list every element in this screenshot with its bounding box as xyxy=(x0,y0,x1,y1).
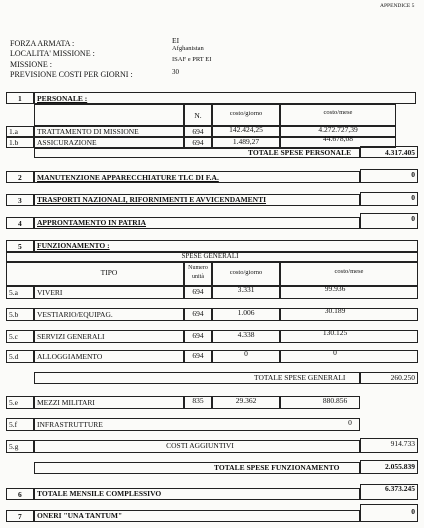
sec6-value: 6.373.245 xyxy=(385,484,415,493)
funz-col-month: costo/mese xyxy=(334,268,364,275)
row-code: 5.c xyxy=(9,332,18,341)
row-code: 5.f xyxy=(9,420,18,429)
row-label: TRATTAMENTO DI MISSIONE xyxy=(37,127,139,136)
sec2-num: 2 xyxy=(18,173,22,182)
row-code: 1.b xyxy=(9,138,19,147)
sec6-title: TOTALE MENSILE COMPLESSIVO xyxy=(37,489,162,498)
row-label: INFRASTRUTTURE xyxy=(37,420,103,429)
row-label: MEZZI MILITARI xyxy=(37,398,95,407)
header-label-forza: FORZA ARMATA : xyxy=(10,39,75,48)
row-value: 914.733 xyxy=(390,439,415,448)
row-day: 3.331 xyxy=(237,285,255,294)
funz-col-units-2: unità xyxy=(192,274,204,280)
funz-col-units-1: Numero xyxy=(188,265,208,271)
personale-total-value: 4.317.405 xyxy=(385,148,415,157)
sec4-num: 4 xyxy=(18,219,22,228)
row-n: 694 xyxy=(192,351,204,360)
row-value: 0 xyxy=(348,418,352,427)
row-month: 880.856 xyxy=(322,396,348,405)
row-day: 1.006 xyxy=(237,308,255,317)
header-label-localita: LOCALITA' MISSIONE : xyxy=(10,49,95,58)
row-label: COSTI AGGIUNTIVI xyxy=(166,441,234,450)
row-n: 694 xyxy=(192,287,204,296)
header-value-giorni: 30 xyxy=(172,68,179,76)
row-n: 694 xyxy=(192,138,204,147)
sec3-value: 0 xyxy=(411,193,415,202)
row-day: 4.338 xyxy=(237,330,255,339)
row-label: SERVIZI GENERALI xyxy=(37,332,105,341)
appendix-label: APPENDICE 5 xyxy=(380,3,415,9)
sec2-title: MANUTENZIONE APPARECCHIATURE TLC DI F.A. xyxy=(37,173,219,182)
sec4-title: APPRONTAMENTO IN PATRIA xyxy=(37,218,147,227)
row-label: ASSICURAZIONE xyxy=(37,138,97,147)
row-n: 694 xyxy=(192,309,204,318)
personale-col-day: costo/giorno xyxy=(229,110,263,117)
funz-total-value: 2.055.839 xyxy=(385,462,415,471)
sec7-title: ONERI "UNA TANTUM" xyxy=(37,511,123,520)
funz-sg-total-label: TOTALE SPESE GENERALI xyxy=(254,373,346,382)
row-code: 5.g xyxy=(9,442,19,451)
row-label: VESTIARIO/EQUIPAG. xyxy=(37,310,113,319)
funz-col-day: costo/giorno xyxy=(229,269,263,276)
funz-num: 5 xyxy=(18,242,22,251)
funz-sg-title: SPESE GENERALI xyxy=(181,252,239,260)
funz-total-label: TOTALE SPESE FUNZIONAMENTO xyxy=(214,463,340,472)
row-day: 142.424,25 xyxy=(229,125,263,134)
row-month: 99.936 xyxy=(324,284,346,293)
header-label-giorni: PREVISIONE COSTI PER GIORNI : xyxy=(10,70,133,79)
personale-title: PERSONALE : xyxy=(37,94,88,103)
row-code: 1.a xyxy=(9,127,18,136)
row-n: 694 xyxy=(192,331,204,340)
header-value-forza: EI xyxy=(172,36,180,45)
row-code: 5.e xyxy=(9,398,18,407)
row-month: 0 xyxy=(333,348,337,357)
row-day: 0 xyxy=(244,349,248,358)
sec3-title: TRASPORTI NAZIONALI, RIFORNIMENTI E AVVICENDAMENTI xyxy=(37,195,267,204)
header-label-missione: MISSIONE : xyxy=(10,60,53,69)
sec4-value: 0 xyxy=(411,214,415,223)
row-day: 1.489,27 xyxy=(232,137,260,146)
funz-title: FUNZIONAMENTO : xyxy=(37,241,110,250)
sec7-num: 7 xyxy=(18,512,22,521)
personale-num: 1 xyxy=(18,94,22,103)
header-value-localita: Afghanistan xyxy=(172,45,204,52)
row-n: 835 xyxy=(192,396,204,405)
funz-col-tipo: TIPO xyxy=(100,268,118,277)
header-value-missione: ISAF e PRT EI xyxy=(172,56,212,63)
row-code: 5.b xyxy=(9,310,19,319)
personale-col-month: costo/mese xyxy=(323,109,353,116)
personale-total-label: TOTALE SPESE PERSONALE xyxy=(248,148,352,157)
row-code: 5.a xyxy=(9,288,18,297)
funz-sg-total-value: 260.250 xyxy=(390,373,415,382)
row-n: 694 xyxy=(192,127,204,136)
row-month: 30.189 xyxy=(324,306,346,315)
row-day: 29.362 xyxy=(235,396,257,405)
row-month: 130.125 xyxy=(322,328,348,337)
row-month: 4.272.727,39 xyxy=(318,125,358,134)
row-label: VIVERI xyxy=(37,288,63,297)
sec7-value: 0 xyxy=(411,507,415,516)
row-code: 5.d xyxy=(9,352,19,361)
row-month: 44.678,08 xyxy=(323,134,353,143)
sec2-value: 0 xyxy=(411,170,415,179)
sec6-num: 6 xyxy=(18,490,22,499)
sec3-num: 3 xyxy=(18,196,22,205)
row-label: ALLOGGIAMENTO xyxy=(37,352,103,361)
personale-col-n: N. xyxy=(194,111,202,120)
